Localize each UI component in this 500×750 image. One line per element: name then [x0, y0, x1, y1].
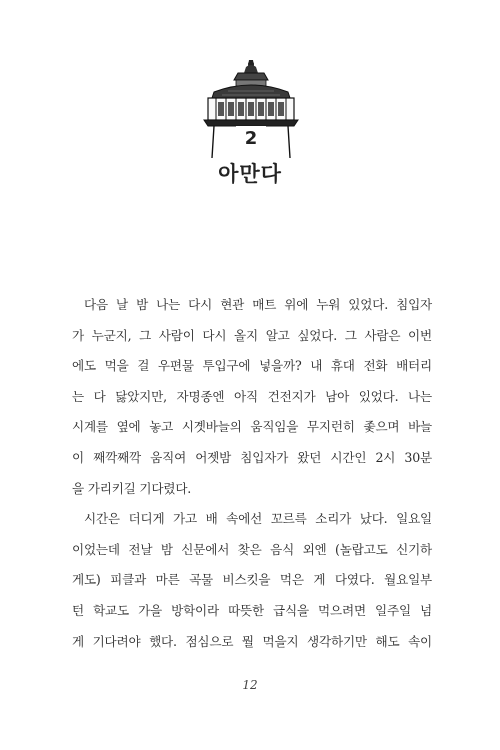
paragraph: [72, 290, 432, 504]
text-line: 턴 학교도 가을 방학이라 따뜻한 급식을 먹으려면 일주일 넘: [72, 602, 432, 618]
text-line: 게도) 피클과 마른 곡물 비스킷을 먹은 게 다였다. 월요일부: [72, 572, 432, 588]
text-line: 시계를 옆에 놓고 시곗바늘의 움직임을 무지런히 좇으며 바늘: [72, 419, 432, 435]
text-line: 시간은 더디게 가고 배 속에선 꼬르륵 소리가 났다. 일요일: [84, 511, 432, 527]
text-line: 에도 먹을 걸 우편물 투입구에 넣을까? 내 휴대 전화 배터리: [72, 358, 432, 374]
body-text: [72, 290, 432, 657]
chapter-title: 아만다: [218, 162, 282, 186]
text-line: 게 기다려야 했다. 점심으로 뭘 먹을지 생각하기만 해도 속이: [72, 633, 432, 649]
text-line: 다음 날 밤 나는 다시 현관 매트 위에 누워 있었다. 침입자: [84, 297, 432, 312]
text-line: 가 누군지, 그 사람이 다시 올지 알고 싶었다. 그 사람은 이번: [72, 327, 432, 343]
chapter-number: 2: [244, 128, 258, 149]
text-line: 이었는데 전날 밤 신문에서 찾은 음식 외엔 (놀랍고도 신기하: [72, 541, 432, 557]
text-line: 이 째깍째깍 움직여 어젯밤 침입자가 왔던 시간인 2시 30분: [72, 449, 432, 465]
text-line: 는 다 닳았지만, 자명종엔 아직 건전지가 남아 있었다. 나는: [72, 388, 432, 404]
page-number: 12: [242, 678, 258, 692]
text-line: 을 가리키길 기다렸다.: [72, 480, 192, 496]
paragraph: [72, 504, 432, 657]
chapter-emblem: [198, 58, 304, 158]
